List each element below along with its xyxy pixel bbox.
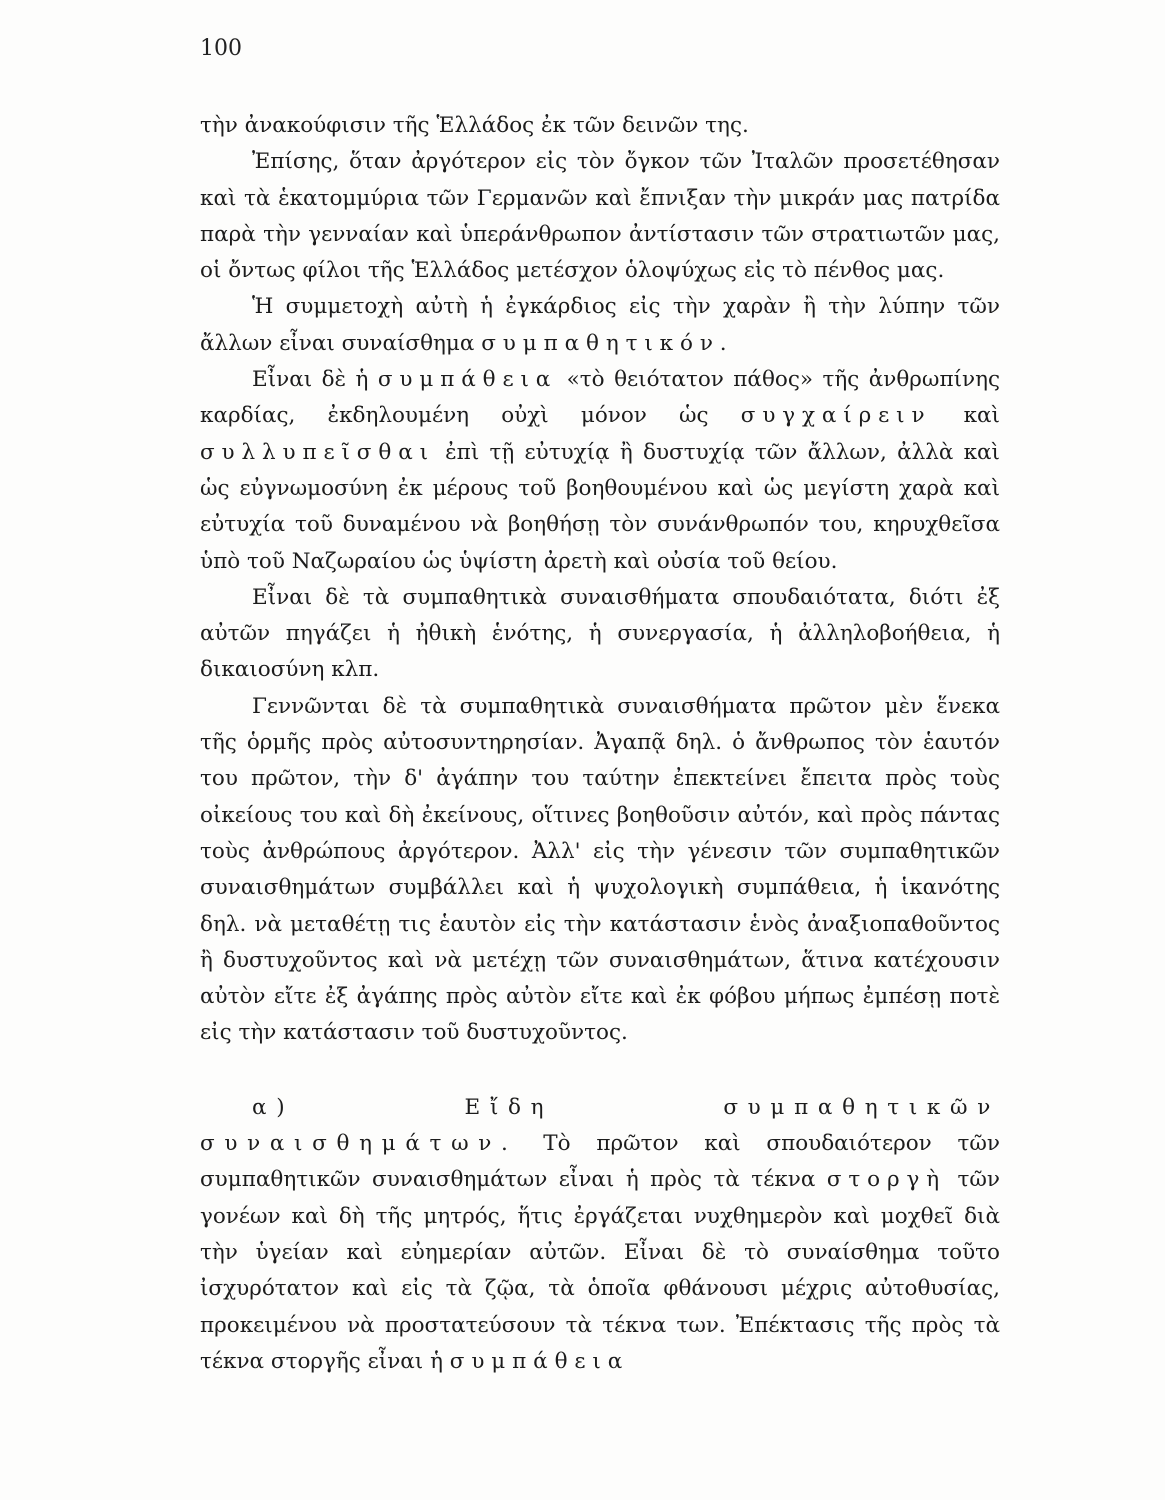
paragraph-4-part-2: «τὸ θειότατον πάθος» τῆς ἀνθρωπίνης καρδίας, ἐκδηλουμένη οὐχὶ μόνον ὡς (200, 367, 1001, 429)
paragraph-2-text: Ἐπίσης, ὅταν ἀργότερον εἰς τὸν ὄγκον τῶν Ἰταλῶν προσετέθησαν καὶ τὰ ἑκατομμύρια τῶν Γερμανῶν καὶ ἔπνιξαν τὴν μικράν μας πατρίδα παρὰ τὴν γενναίαν καὶ ὑπεράνθρωπον ἀντίστασιν τῶν στρατιωτῶν μας, οἱ ὄντως φίλοι τῆς Ἑλλάδος μετέσχον ὁλοψύχως εἰς τὸ πένθος μας. (200, 149, 1000, 284)
paragraph-4-part-3: καὶ (931, 403, 1000, 429)
paragraph-4 (200, 362, 1000, 580)
paragraph-6-text: Γεννῶνται δὲ τὰ συμπαθητικὰ συναισθήματα πρῶτον μὲν ἕνεκα τῆς ὁρμῆς πρὸς αὐτοσυντηρησίαν. Ἀγαπᾷ δηλ. ὁ ἄνθρωπος τὸν ἑαυτόν του πρῶτον, τὴν δ' ἀγάπην του ταύτην ἐπεκτείνει ἔπειτα πρὸς τοὺς οἰκείους του καὶ δὴ ἐκείνους, οἵτινες βοηθοῦσιν αὐτόν, καὶ πρὸς πάντας τοὺς ἀνθρώπους ἀργότερον. Ἀλλ' εἰς τὴν γένεσιν τῶν συμπαθητικῶν συναισθημάτων συμβάλλει καὶ ἡ ψυχολογικὴ συμπάθεια, ἡ ἱκανότης δηλ. νὰ μεταθέτῃ τις ἑαυτὸν εἰς τὴν κατάστασιν ἑνὸς ἀναξιοπαθοῦντος ἢ δυστυχοῦντος καὶ νὰ μετέχῃ τῶν συναισθημάτων, ἅτινα κατέχουσιν αὐτὸν εἴτε ἐξ ἀγάπης πρὸς αὐτὸν εἴτε καὶ ἐκ φόβου μήπως ἐμπέσῃ ποτὲ εἰς τὴν κατάστασιν τοῦ δυστυχοῦντος. (200, 693, 1000, 1046)
spaced-term-storgi: στοργὴ (826, 1167, 947, 1193)
paragraph-5-text: Εἶναι δὲ τὰ συμπαθητικὰ συναισθήματα σπουδαιότατα, διότι ἐξ αὐτῶν πηγάζει ἡ ἠθικὴ ἑνότης, ἡ συνεργασία, ἡ ἀλληλοβοήθεια, ἡ δικαιοσύνη κλπ. (200, 584, 1000, 683)
spaced-term-syllypeisthai: συλλυπεῖσθαι (200, 439, 435, 465)
spaced-term-sympatheia: συμπάθεια (377, 367, 558, 393)
paragraph-7 (200, 1090, 1000, 1380)
paragraph-3 (200, 289, 1000, 362)
spaced-term-sympatheia-2: συμπάθεια (449, 1348, 630, 1374)
paragraph-3-text: Ἡ συμμετοχὴ αὐτὴ ἡ ἐγκάρδιος εἰς τὴν χαρὰν ἢ τὴν λύπην τῶν ἄλλων εἶναι συναίσθημα (200, 294, 1000, 356)
body-text (200, 108, 1000, 1380)
paragraph-7-part-1: Τὸ πρῶτον καὶ σπουδαιότερον τῶν συμπαθητικῶν συναισθημάτων εἶναι ἡ πρὸς τὰ τέκνα (200, 1131, 1000, 1193)
section-heading-eidi: α) Εἴδη συμπαθητικῶν συναισθημάτων. (200, 1094, 1000, 1157)
paragraph-6 (200, 689, 1000, 1052)
paragraph-7-part-2: τῶν γονέων καὶ δὴ τῆς μητρός, ἥτις ἐργάζεται νυχθημερὸν καὶ μοχθεῖ διὰ τὴν ὑγείαν καὶ εὐημερίαν αὐτῶν. Εἶναι δὲ τὸ συναίσθημα τοῦτο ἰσχυρότατον καὶ εἰς τὰ ζῷα, τὰ ὁποῖα φθάνουσι μέχρις αὐτοθυσίας, προκειμένου νὰ προστατεύσουν τὰ τέκνα των. Ἐπέκτασις τῆς πρὸς τὰ τέκνα στοργῆς εἶναι ἡ (200, 1167, 1000, 1374)
paragraph-5 (200, 580, 1000, 689)
page-number: 100 (200, 36, 242, 61)
paragraph-1 (200, 108, 1000, 144)
paragraph-2 (200, 144, 1000, 289)
paragraph-4-part-4: ἐπὶ τῇ εὐτυχίᾳ ἢ δυστυχίᾳ τῶν ἄλλων, ἀλλὰ καὶ ὡς εὐγνωμοσύνη ἐκ μέρους τοῦ βοηθουμένου καὶ ὡς μεγίστη χαρὰ καὶ εὐτυχία τοῦ δυναμένου νὰ βοηθήσῃ τὸν συνάνθρωπόν του, κηρυχθεῖσα ὑπὸ τοῦ Ναζωραίου ὡς ὑψίστη ἀρετὴ καὶ οὐσία τοῦ θείου. (200, 439, 1000, 574)
spaced-term-sygchairein: συγχαίρειν (740, 403, 932, 429)
paragraph-4-part-1: Εἶναι δὲ ἡ (252, 367, 378, 393)
spaced-term-sympathetikon: συμπαθητικόν (481, 330, 720, 356)
paragraph-3-end: . (719, 330, 727, 356)
paragraph-1-text: τὴν ἀνακούφισιν τῆς Ἑλλάδος ἐκ τῶν δεινῶν της. (200, 113, 749, 138)
